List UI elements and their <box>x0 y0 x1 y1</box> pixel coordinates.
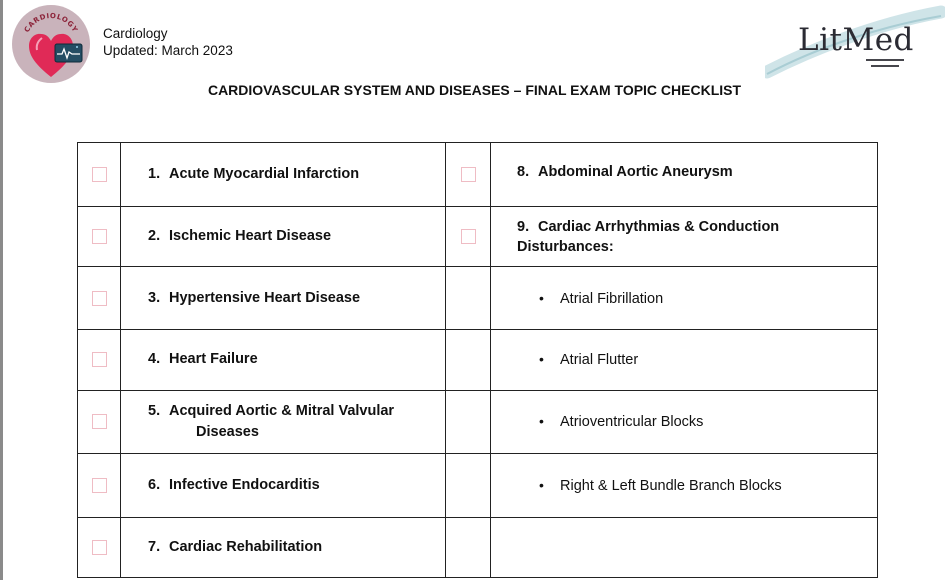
topic-checklist-table <box>77 142 878 578</box>
subtopic-atrial-fibrillation: • Atrial Fibrillation <box>539 289 664 307</box>
subtopic-av-blocks: • Atrioventricular Blocks <box>539 413 704 431</box>
topic-6: 6. Infective Endocarditis <box>148 476 320 493</box>
checkbox-topic-4[interactable] <box>92 352 107 367</box>
topic-7: 7. Cardiac Rehabilitation <box>148 538 323 555</box>
updated-date: Updated: March 2023 <box>103 43 233 58</box>
topic-8: 8. Abdominal Aortic Aneurysm <box>517 164 733 180</box>
document-meta <box>103 25 233 59</box>
svg-text:CARDIOLOGY <box>23 12 80 34</box>
table-row <box>78 267 878 330</box>
topic-3: 3. Hypertensive Heart Disease <box>148 289 361 306</box>
heart-monitor-icon <box>12 5 90 83</box>
topic-4: 4. Heart Failure <box>148 351 258 368</box>
topic-2: 2. Ischemic Heart Disease <box>148 228 332 245</box>
subject-label: Cardiology <box>103 26 168 41</box>
subtopic-bundle-branch-blocks: • Right & Left Bundle Branch Blocks <box>539 476 782 494</box>
checkbox-topic-5[interactable] <box>92 414 107 429</box>
topic-1: 1. Acute Myocardial Infarction <box>148 166 360 183</box>
badge-text: CARDIOLOGY <box>22 11 80 34</box>
checkbox-topic-7[interactable] <box>92 540 107 555</box>
checkbox-topic-3[interactable] <box>92 291 107 306</box>
checkbox-topic-9[interactable] <box>461 229 476 244</box>
table-row <box>78 207 878 267</box>
topic-9: 9. Cardiac Arrhythmias & Conduction Disturbances: <box>517 218 780 255</box>
litmed-brand-logo <box>765 2 945 80</box>
page-title: CARDIOVASCULAR SYSTEM AND DISEASES – FINAL EXAM TOPIC CHECKLIST <box>207 82 742 98</box>
checkbox-topic-1[interactable] <box>92 167 107 182</box>
topic-5: 5. Acquired Aortic & Mitral Valvular Diseases <box>148 402 395 440</box>
table-row <box>78 330 878 390</box>
cardiology-badge-logo <box>12 5 90 83</box>
subtopic-atrial-flutter: • Atrial Flutter <box>539 351 639 369</box>
checkbox-topic-6[interactable] <box>92 478 107 493</box>
checkbox-topic-2[interactable] <box>92 229 107 244</box>
table-row <box>78 143 878 207</box>
brand-name: LitMed <box>798 22 914 58</box>
table-row <box>78 517 878 577</box>
table-row <box>78 390 878 453</box>
checkbox-topic-8[interactable] <box>461 167 476 182</box>
table-row <box>78 453 878 517</box>
